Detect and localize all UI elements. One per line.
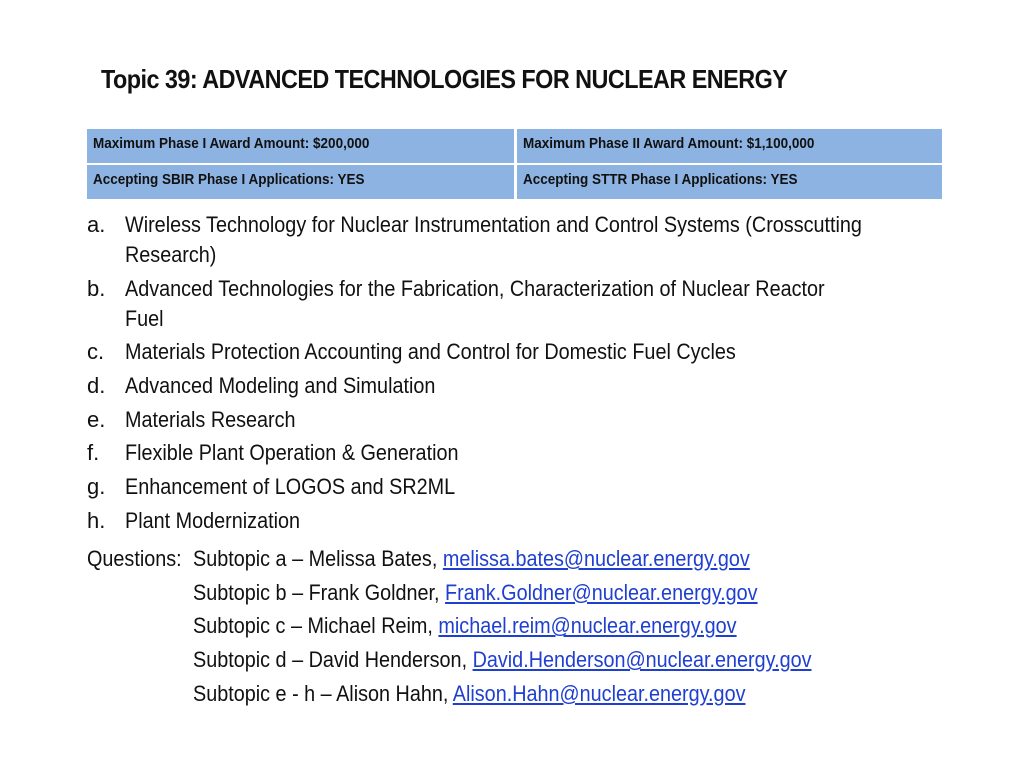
sbir-phase1-text: Accepting SBIR Phase I Applications: YES <box>93 171 365 188</box>
phase2-award-cell <box>517 129 942 165</box>
list-item <box>87 472 947 502</box>
contact-body <box>193 643 812 677</box>
contact-prefix: Subtopic d – David Henderson, <box>193 647 473 673</box>
email-link[interactable]: Frank.Goldner@nuclear.energy.gov <box>445 579 758 605</box>
contact-body <box>193 677 745 711</box>
contact-row <box>87 643 880 677</box>
list-item-letter: a. <box>87 212 106 237</box>
sbir-phase1-cell <box>87 165 517 201</box>
contact-row <box>87 542 880 576</box>
list-item-letter: c. <box>87 339 105 365</box>
list-item <box>87 337 947 367</box>
sttr-phase1-text: Accepting STTR Phase I Applications: YES <box>523 171 798 188</box>
contact-row <box>87 576 880 610</box>
phase1-award-text: Maximum Phase I Award Amount: $200,000 <box>93 135 370 152</box>
page-title: Topic 39: ADVANCED TECHNOLOGIES FOR NUCLEAR ENERGY <box>101 64 788 94</box>
list-item-letter: h. <box>87 507 106 533</box>
questions-label-spacer <box>87 576 193 610</box>
contact-prefix: Subtopic b – Frank Goldner, <box>193 579 446 605</box>
email-link[interactable]: Alison.Hahn@nuclear.energy.gov <box>452 680 746 706</box>
list-item-text: Advanced Modeling and Simulation <box>125 373 436 399</box>
contact-prefix: Subtopic c – Michael Reim, <box>193 613 439 639</box>
questions-section <box>87 542 880 711</box>
list-item-text: Enhancement of LOGOS and SR2ML <box>125 474 456 500</box>
list-item <box>87 274 947 334</box>
questions-label-spacer <box>87 643 193 677</box>
list-item-letter: e. <box>87 406 106 432</box>
award-table <box>87 129 942 201</box>
award-amount-row <box>87 129 942 165</box>
email-link[interactable]: michael.reim@nuclear.energy.gov <box>438 613 737 639</box>
phase1-award-cell <box>87 129 517 165</box>
email-link[interactable]: melissa.bates@nuclear.energy.gov <box>442 546 750 571</box>
list-item-letter: d. <box>87 373 106 399</box>
list-item-text: Wireless Technology for Nuclear Instrumentation and Control Systems (Crosscutting Research) <box>125 212 862 267</box>
list-item-text: Flexible Plant Operation & Generation <box>125 440 459 466</box>
sttr-phase1-cell <box>517 165 942 201</box>
list-item <box>87 405 947 435</box>
contact-row <box>87 609 880 643</box>
questions-label: Questions: <box>87 546 182 571</box>
contact-body <box>193 576 758 610</box>
subtopic-list <box>87 210 947 540</box>
contact-row <box>87 677 880 711</box>
contact-body <box>193 542 750 576</box>
email-link[interactable]: David.Henderson@nuclear.energy.gov <box>472 647 812 673</box>
list-item <box>87 506 947 536</box>
accepting-applications-row <box>87 165 942 201</box>
list-item-letter: f. <box>87 440 100 466</box>
list-item-text: Materials Research <box>125 406 296 432</box>
list-item-letter: b. <box>87 275 106 301</box>
contact-prefix: Subtopic a – Melissa Bates, <box>193 546 443 571</box>
list-item <box>87 438 947 468</box>
contact-body <box>193 609 737 643</box>
contact-prefix: Subtopic e - h – Alison Hahn, <box>193 680 453 706</box>
list-item <box>87 371 947 401</box>
questions-label-wrap <box>87 542 193 576</box>
list-item-text: Plant Modernization <box>125 507 301 533</box>
list-item-letter: g. <box>87 474 106 500</box>
list-item-text: Materials Protection Accounting and Control for Domestic Fuel Cycles <box>125 339 736 365</box>
questions-label-spacer <box>87 609 193 643</box>
list-item <box>87 210 947 270</box>
phase2-award-text: Maximum Phase II Award Amount: $1,100,000 <box>523 135 815 152</box>
list-item-text: Advanced Technologies for the Fabrication, Characterization of Nuclear Reactor Fuel <box>125 275 825 331</box>
questions-label-spacer <box>87 677 193 711</box>
